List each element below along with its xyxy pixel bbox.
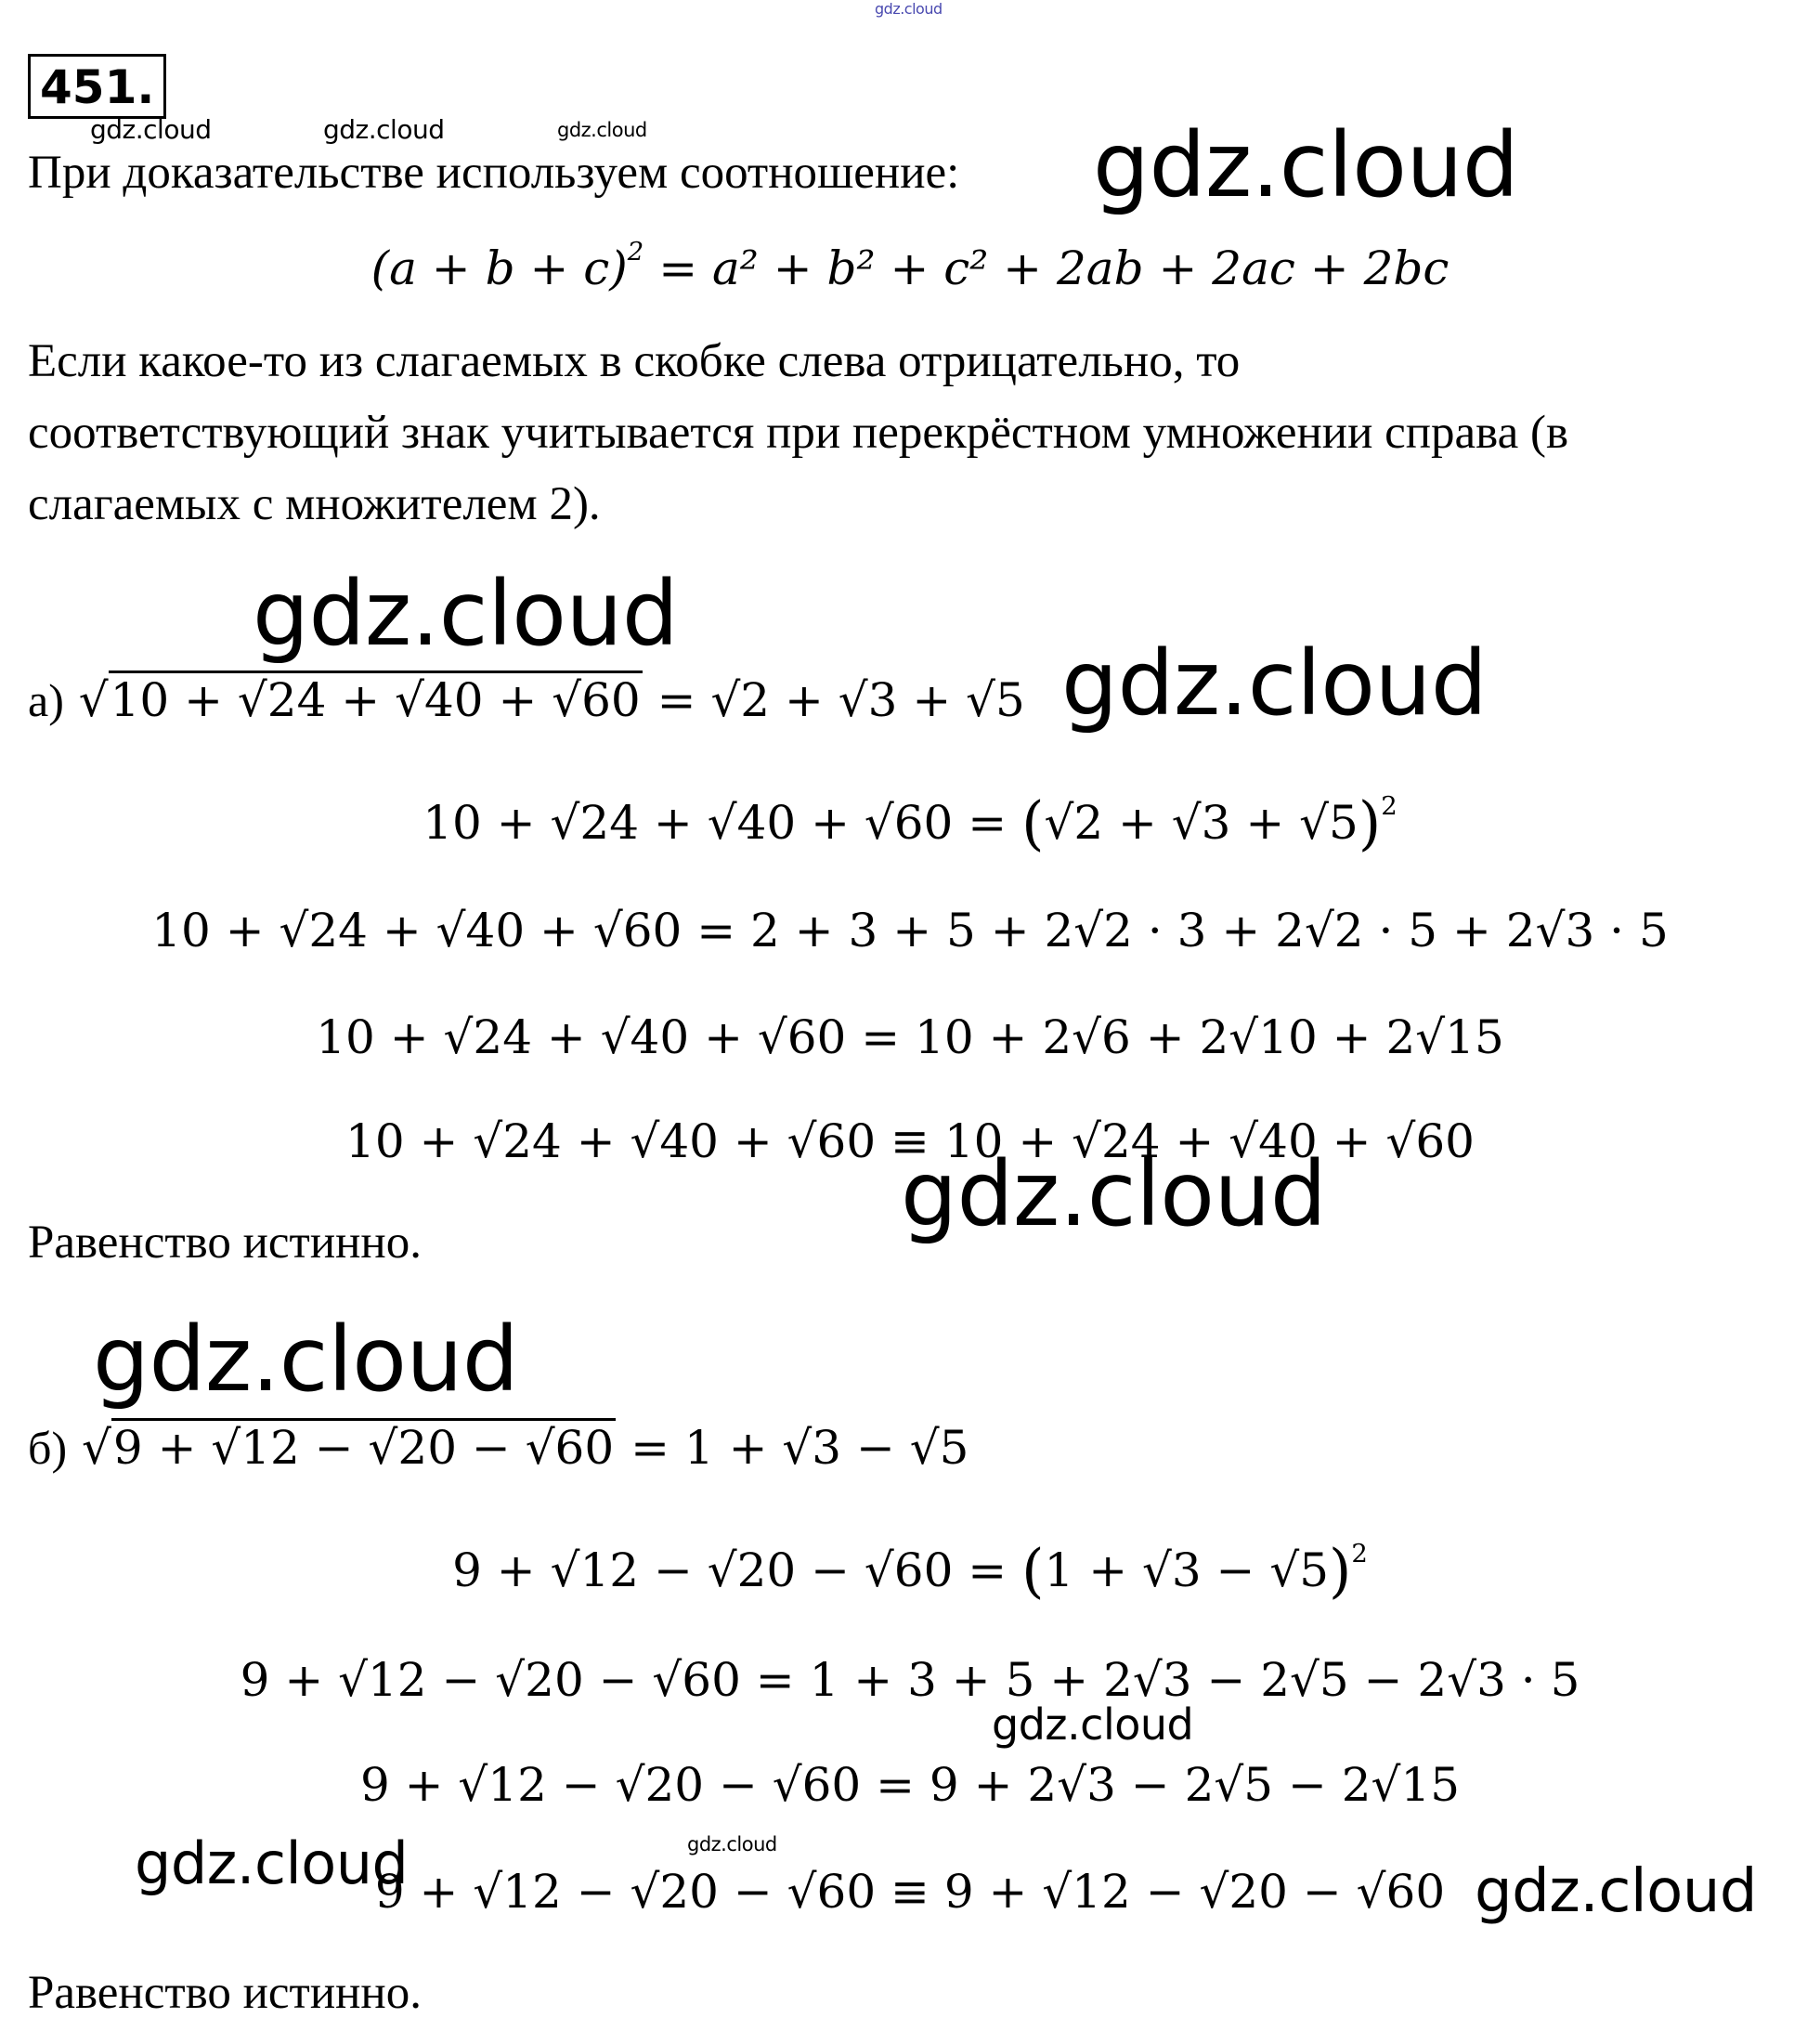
formula-rhs: = a² + b² + c² + 2ab + 2ac + 2bc xyxy=(658,241,1450,296)
problem-number: 451. xyxy=(28,54,166,119)
part-a-step-1-square: 2 xyxy=(1381,790,1398,821)
part-a-step-1-left: 10 + √24 + √40 + √60 = xyxy=(422,796,1022,850)
paren-open: ( xyxy=(1021,1537,1045,1605)
watermark-small-b: gdz.cloud xyxy=(687,1833,777,1855)
formula-lhs: (a + b + c) xyxy=(370,241,628,296)
paren-close: ) xyxy=(1329,1537,1352,1605)
explanation-paragraph xyxy=(28,326,1568,540)
formula-square: 2 xyxy=(627,237,644,267)
watermark-small-1: gdz.cloud xyxy=(90,114,212,145)
part-b-main-radical xyxy=(82,1418,616,1475)
paren-close: ) xyxy=(1358,789,1382,857)
watermark-top: gdz.cloud xyxy=(875,0,942,18)
part-a-label: а) xyxy=(28,674,64,726)
part-b-step-1-left: 9 + √12 − √20 − √60 = xyxy=(452,1543,1022,1597)
explanation-line-3: слагаемых с множителем 2). xyxy=(28,478,601,530)
part-a-step-4: 10 + √24 + √40 + √60 ≡ 10 + √24 + √40 + √60 xyxy=(345,1114,1475,1168)
part-a-statement xyxy=(28,670,1025,727)
part-a-step-1 xyxy=(0,789,1820,857)
part-a-main-radical xyxy=(79,670,643,727)
watermark-right-b: gdz.cloud xyxy=(1475,1857,1757,1926)
part-b-step-4: 9 + √12 − √20 − √60 ≡ 9 + √12 − √20 − √60 xyxy=(374,1865,1446,1919)
part-a-conclusion: Равенство истинно. xyxy=(28,1217,422,1269)
part-b-step-1-paren: 1 + √3 − √5 xyxy=(1044,1543,1330,1597)
watermark-small-2: gdz.cloud xyxy=(323,114,445,145)
part-b-label: б) xyxy=(28,1422,68,1474)
part-a-step-2: 10 + √24 + √40 + √60 = 2 + 3 + 5 + 2√2 · 3 + 2√2 · 5 + 2√3 · 5 xyxy=(151,904,1669,957)
part-b-statement xyxy=(28,1418,968,1475)
watermark-big-5: gdz.cloud xyxy=(93,1308,519,1412)
watermark-big-2: gdz.cloud xyxy=(253,562,679,666)
watermark-mid-b: gdz.cloud xyxy=(992,1699,1194,1750)
explanation-line-1: Если какое-то из слагаемых в скобке слева отрицательно, то xyxy=(28,335,1241,387)
part-a-rhs: = √2 + √3 + √5 xyxy=(656,673,1025,727)
explanation-line-2: соответствующий знак учитывается при перекрёстном умножении справа (в xyxy=(28,407,1569,459)
intro-text: При доказательстве используем соотношение: xyxy=(28,147,960,199)
part-b-step-1-square: 2 xyxy=(1351,1538,1368,1569)
part-b-step-3: 9 + √12 − √20 − √60 = 9 + 2√3 − 2√5 − 2√15 xyxy=(359,1758,1461,1812)
radical-sign-icon: √ xyxy=(78,673,109,727)
watermark-big-4: gdz.cloud xyxy=(901,1142,1327,1246)
part-b-rhs: = 1 + √3 − √5 xyxy=(630,1421,969,1475)
identity-formula xyxy=(0,237,1820,295)
part-b-step-2: 9 + √12 − √20 − √60 = 1 + 3 + 5 + 2√3 − 2√5 − 2√3 · 5 xyxy=(240,1653,1580,1707)
part-a-step-1-paren: √2 + √3 + √5 xyxy=(1044,796,1358,850)
radical-sign-icon: √ xyxy=(82,1421,111,1475)
watermark-big-3: gdz.cloud xyxy=(1061,631,1488,736)
watermark-left-b: gdz.cloud xyxy=(135,1829,409,1897)
part-a-radicand: 10 + √24 + √40 + √60 xyxy=(109,670,643,727)
watermark-big-1: gdz.cloud xyxy=(1093,113,1519,217)
part-b-radicand: 9 + √12 − √20 − √60 xyxy=(111,1418,616,1475)
watermark-small-3: gdz.cloud xyxy=(557,119,647,141)
part-a-step-3: 10 + √24 + √40 + √60 = 10 + 2√6 + 2√10 + 2√15 xyxy=(316,1010,1504,1064)
part-b-step-1 xyxy=(0,1537,1820,1605)
part-b-conclusion: Равенство истинно. xyxy=(28,1967,422,2019)
paren-open: ( xyxy=(1021,789,1045,857)
